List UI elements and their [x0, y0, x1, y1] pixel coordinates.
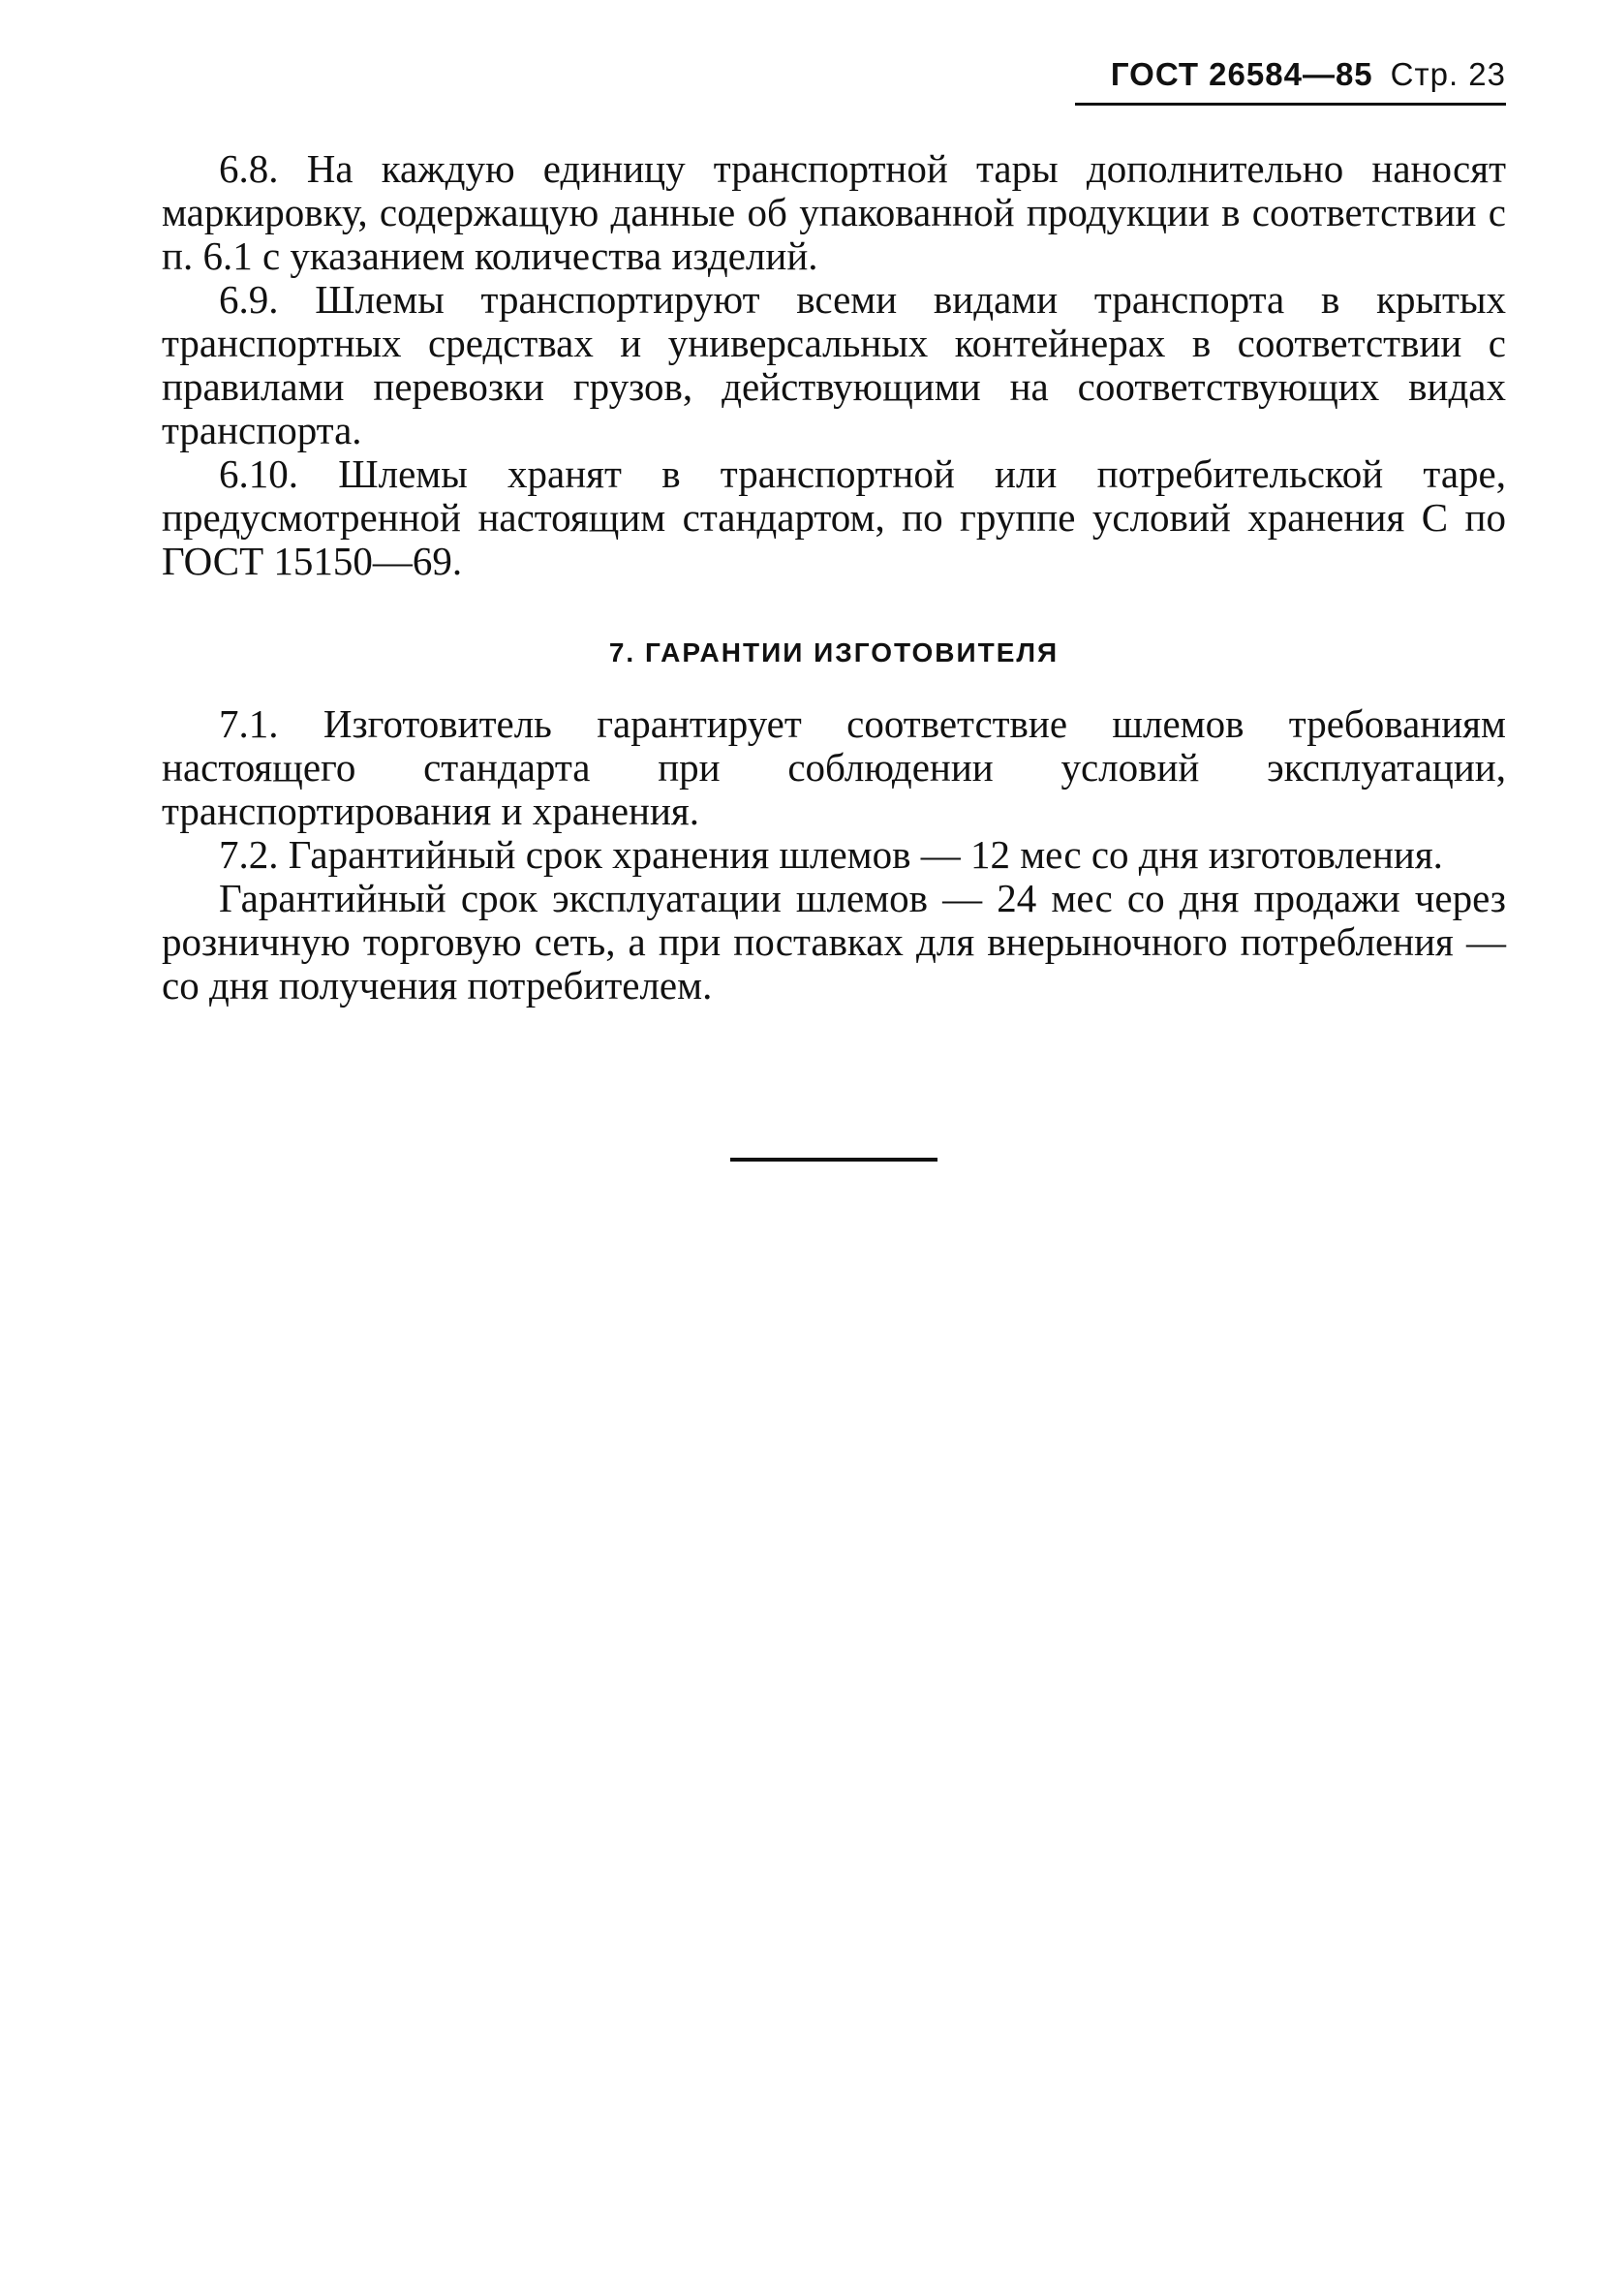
section-6-text	[162, 147, 1506, 583]
paragraph-6-9: 6.9. Шлемы транспортируют всеми видами транспорта в крытых транспортных средствах и универсальных контейнерах в соответствии с правилами перевозки грузов, действующими на соответствующих видах транспорта.	[162, 277, 1506, 452]
paragraph-7-2-continued: Гарантийный срок эксплуатации шлемов — 24 мес со дня продажи через розничную торговую сеть, а при поставках для внерыночного потребления — со дня получения потребителем.	[162, 876, 1506, 1008]
standard-number: ГОСТ 26584—85	[1110, 56, 1373, 92]
paragraph-7-1: 7.1. Изготовитель гарантирует соответствие шлемов требованиям настоящего стандарта при соблюдении условий эксплуатации, транспортирования и хранения.	[162, 701, 1506, 833]
running-header	[1111, 56, 1506, 93]
header-underline	[1075, 103, 1506, 106]
end-of-text-rule	[730, 1158, 937, 1162]
paragraph-6-10: 6.10. Шлемы хранят в транспортной или потребительской таре, предусмотренной настоящим стандартом, по группе условий хранения С по ГОСТ 15150—69.	[162, 451, 1506, 583]
section-7-heading: 7. ГАРАНТИИ ИЗГОТОВИТЕЛЯ	[608, 637, 1060, 667]
paragraph-6-8: 6.8. На каждую единицу транспортной тары дополнительно наносят маркировку, содержащую данные об упакованной продукции в соответствии с п. 6.1 с указанием количества изделий.	[162, 146, 1506, 278]
section-7-text	[162, 702, 1506, 1008]
paragraph-7-2: 7.2. Гарантийный срок хранения шлемов — 12 мес со дня изготовления.	[219, 832, 1443, 877]
page-number: Стр. 23	[1390, 56, 1506, 92]
